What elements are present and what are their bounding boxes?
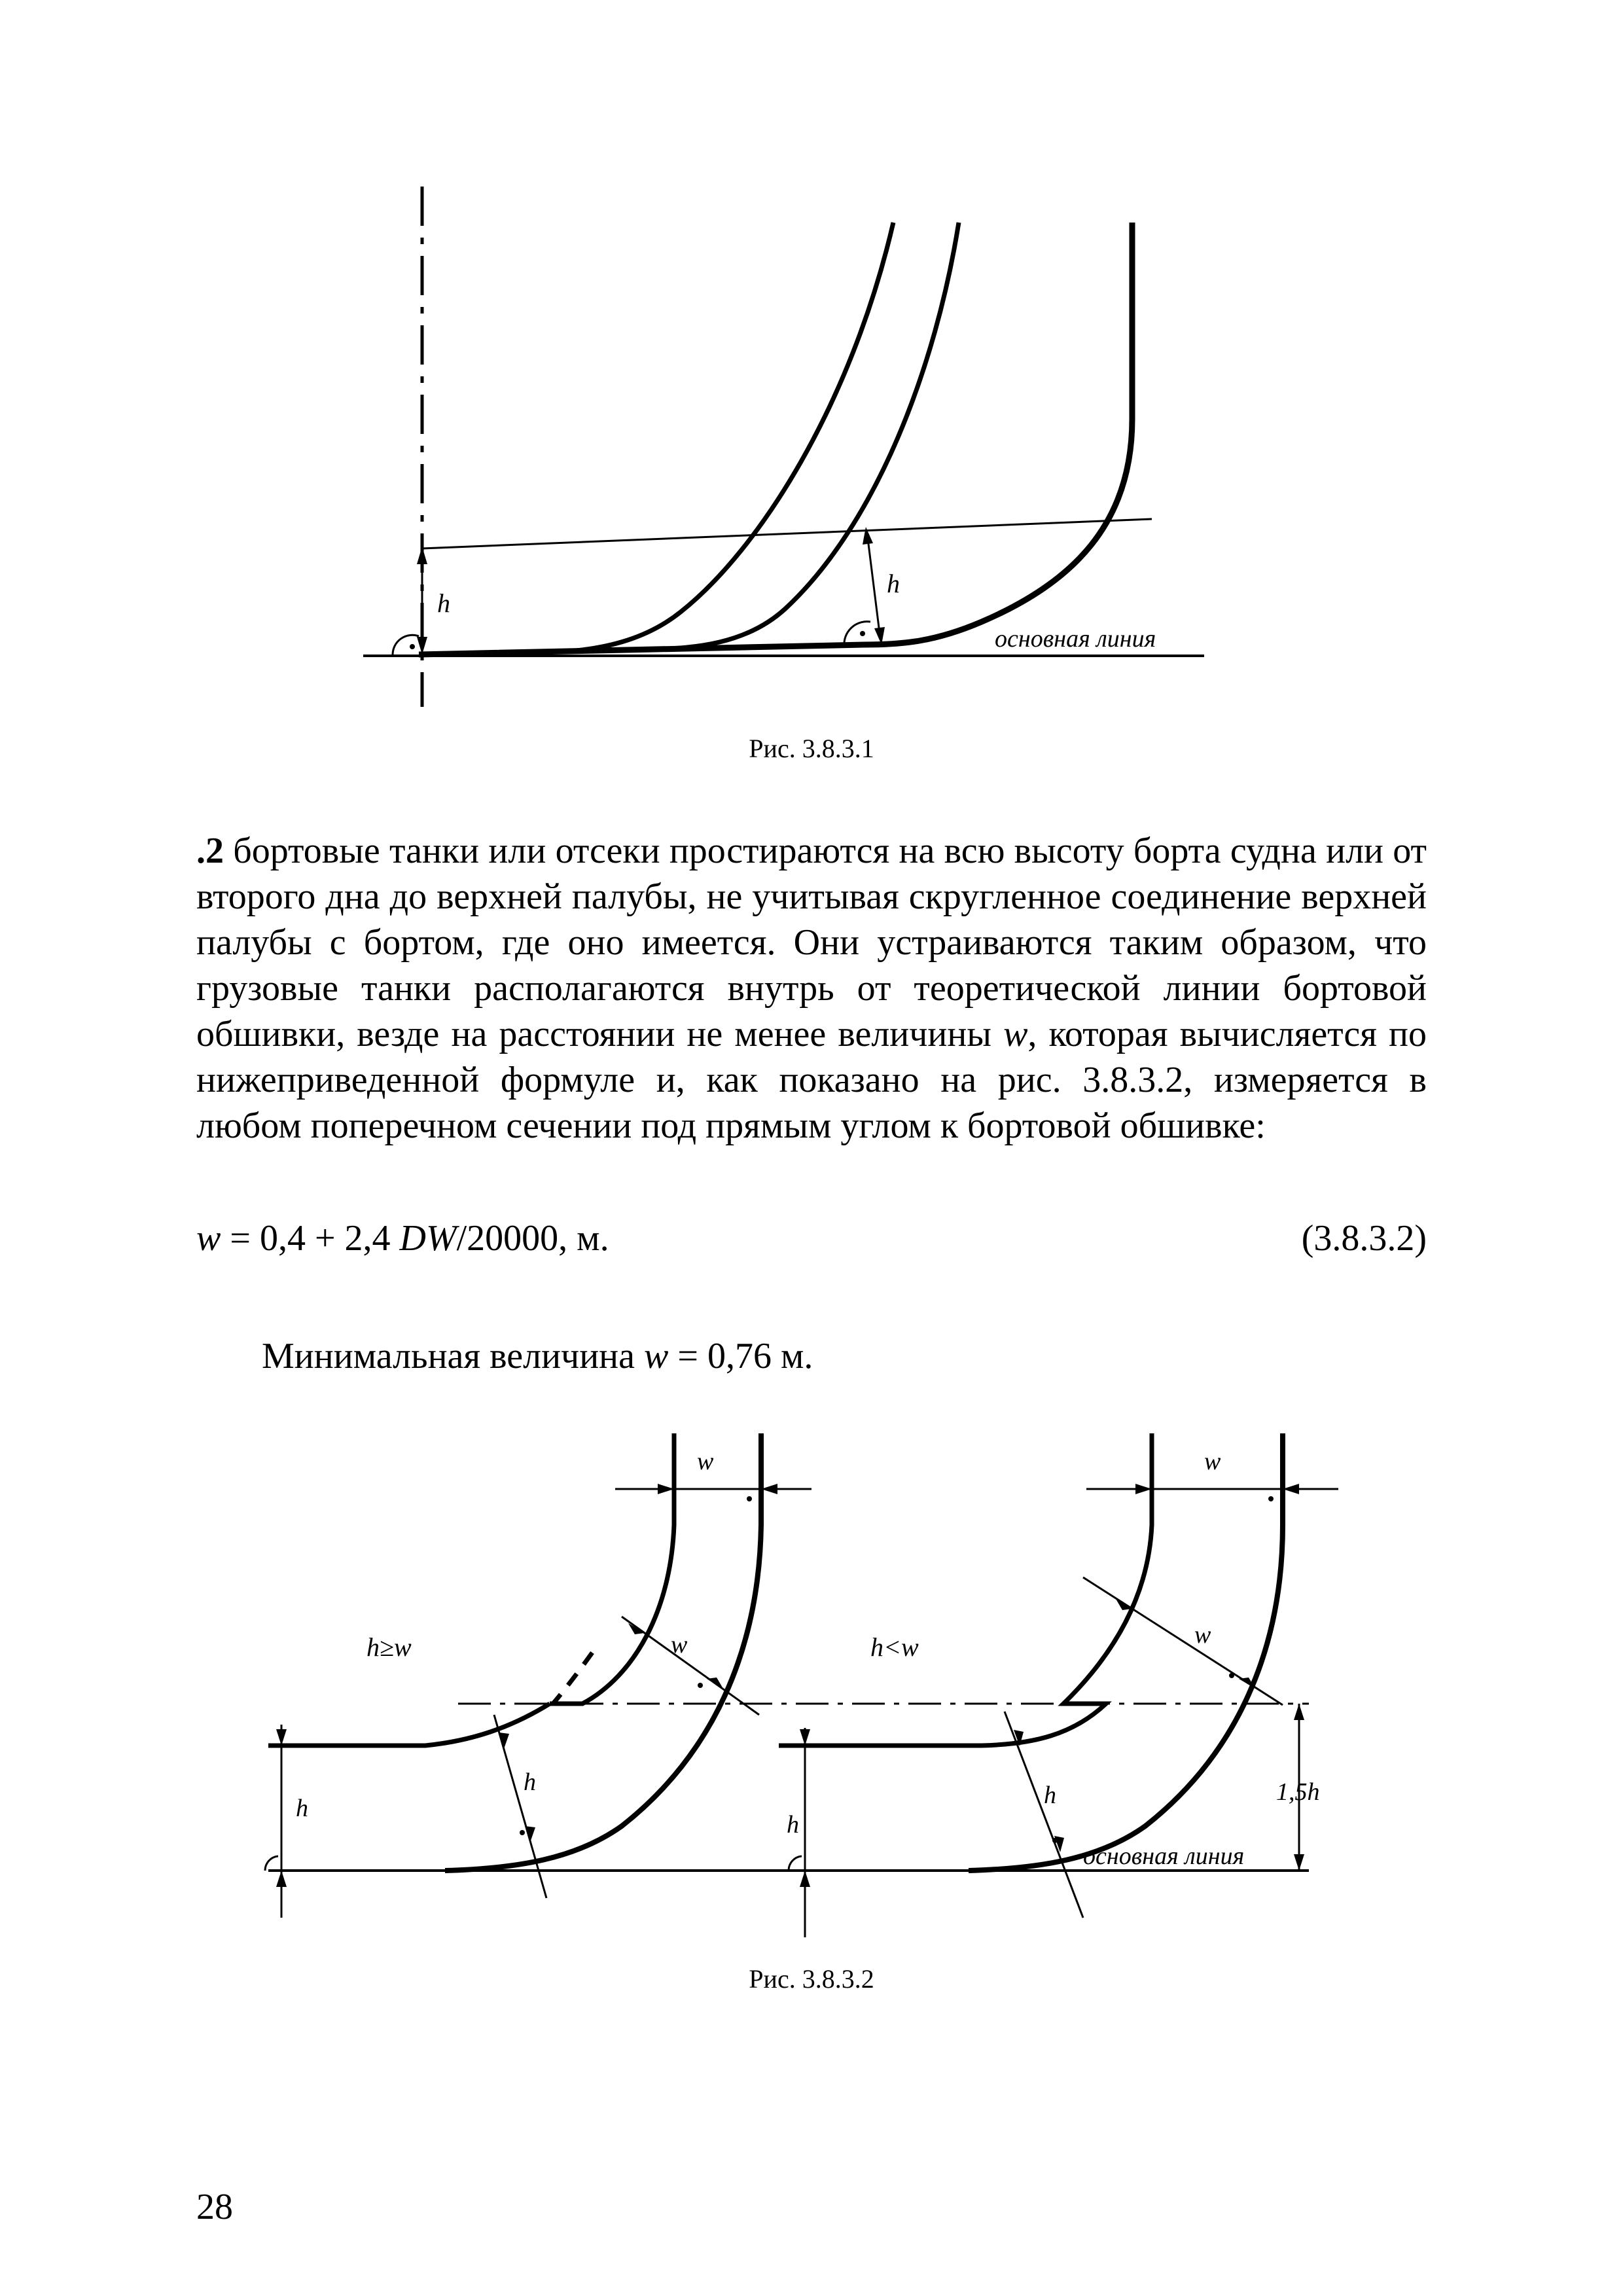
right-h-inclined: [1005, 1712, 1083, 1918]
right-angle-dot: [698, 1683, 703, 1688]
arrowhead: [707, 1677, 723, 1689]
minimum-var: w: [644, 1336, 669, 1376]
label-h-right-a: h: [787, 1811, 799, 1839]
label-h-right-b: h: [1044, 1782, 1056, 1809]
arrowhead: [276, 1871, 287, 1887]
var-w: w: [1003, 1014, 1028, 1054]
arrowhead: [658, 1484, 674, 1494]
right-inner-boundary: [779, 1433, 1152, 1746]
label-1-5h: 1,5h: [1276, 1778, 1320, 1806]
paragraph-number: .2: [196, 831, 224, 871]
label-w-top-right: w: [1204, 1448, 1221, 1475]
minimum-text: Минимальная величина: [262, 1336, 645, 1376]
arrowhead: [800, 1871, 810, 1887]
right-angle-mark: [265, 1856, 278, 1871]
paragraph-text: бортовые танки или отсеки простираются на всю высоту борта судна или от второго дна до верхней палубы, не учитывая скругленное соединение верхней палубы с бортом, где оно имеется. Они устраиваются таким образом, что грузовые танки располагаются внутрь от теоретической линии бортовой обшивки, везде на расстоянии не менее величины: [196, 831, 1427, 1054]
baseline-label: основная линия: [1083, 1842, 1245, 1870]
right-angle-dot: [1268, 1496, 1274, 1501]
figure1-caption: Рис. 3.8.3.1: [749, 734, 874, 763]
formula-dw: DW: [399, 1218, 457, 1259]
arrowhead: [1294, 1854, 1304, 1871]
baseline-label: основная линия: [995, 625, 1156, 653]
arrowhead: [1135, 1484, 1152, 1494]
formula-rest: /20000, м.: [456, 1218, 609, 1259]
label-h-left: h: [437, 588, 450, 618]
arrowhead: [800, 1729, 810, 1746]
label-h-left-a: h: [296, 1795, 308, 1822]
minimum-value: = 0,76 м.: [668, 1336, 813, 1376]
right-angle-dot: [1052, 1838, 1058, 1843]
left-dashed-continuation: [553, 1653, 592, 1704]
label-h-right: h: [887, 569, 900, 598]
right-shell-plating: [969, 1433, 1283, 1871]
paragraph-text-end: , которая вычисляется по нижеприведенной формуле и, как показано на рис. 3.8.3.2, измеряется в любом поперечном сечении под прямым углом к бортовой обшивке:: [196, 1014, 1427, 1146]
label-w-mid-right: w: [1194, 1621, 1211, 1649]
page-number: 28: [196, 2187, 233, 2227]
label-h-left-b: h: [524, 1768, 536, 1796]
left-inner-boundary: [550, 1433, 674, 1704]
right-angle-dot: [520, 1830, 525, 1835]
label-w-top-left: w: [697, 1448, 714, 1475]
formula-expr: = 0,4 + 2,4: [221, 1218, 400, 1259]
formula-number: (3.8.3.2): [1301, 1218, 1427, 1259]
right-angle-mark: [789, 1856, 802, 1871]
label-condition-left: h≥w: [366, 1632, 412, 1662]
arrowhead: [525, 1826, 535, 1842]
arrowhead: [276, 1729, 287, 1746]
right-angle-dot: [1229, 1673, 1234, 1678]
arrowhead: [628, 1623, 645, 1634]
left-shell-plating: [445, 1433, 761, 1871]
label-condition-right: h<w: [870, 1632, 919, 1662]
label-w-mid-left: w: [671, 1631, 688, 1659]
arrowhead: [1294, 1704, 1304, 1720]
figure2-caption: Рис. 3.8.3.2: [749, 1964, 874, 1994]
arrowhead: [1116, 1599, 1132, 1610]
arrowhead: [499, 1732, 509, 1749]
right-angle-dot: [747, 1496, 752, 1501]
formula-lhs: w: [196, 1218, 221, 1259]
left-inner-bottom: [268, 1704, 550, 1746]
